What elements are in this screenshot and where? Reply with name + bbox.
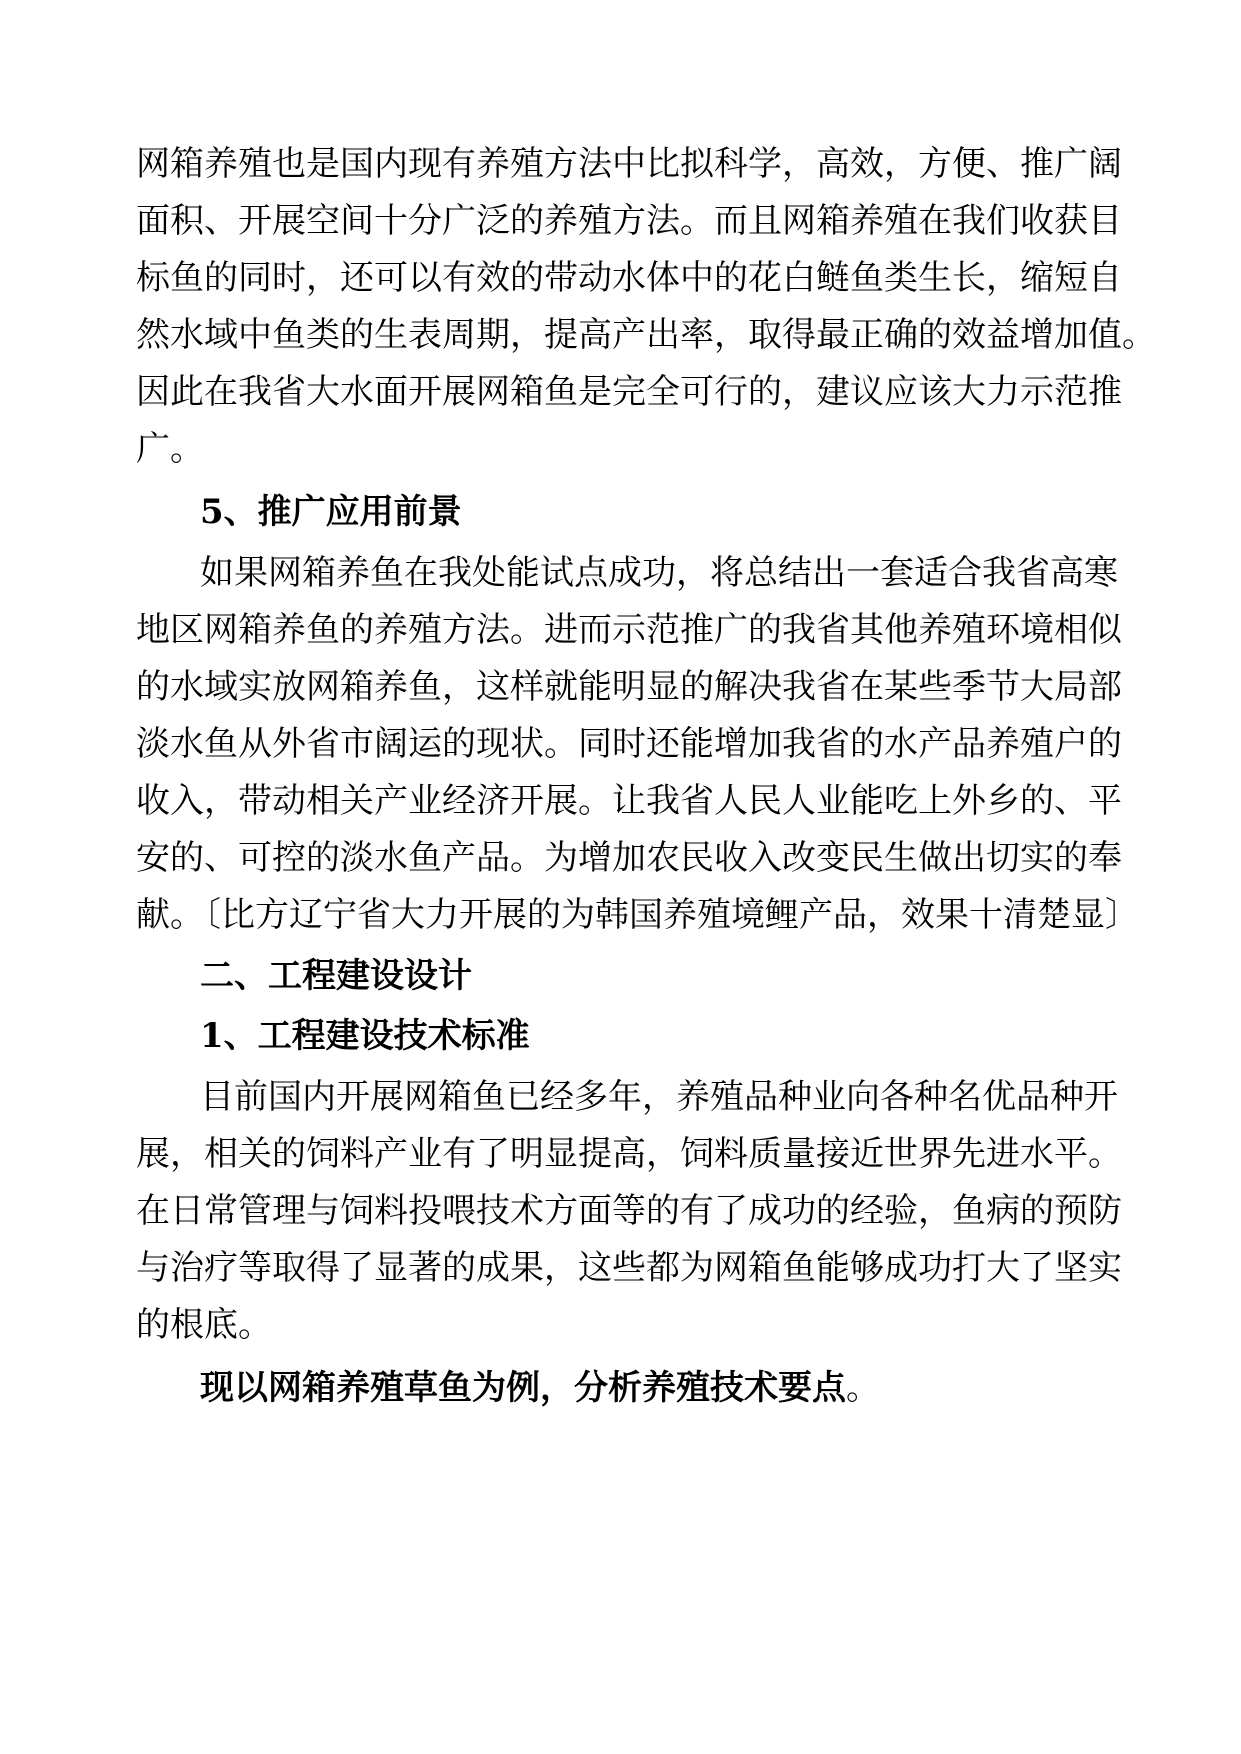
paragraph-line (0, 1065, 1241, 1129)
paragraph-text: 展，相关的饲料产业有了明显提高，饲料质量接近世界先进水平。 (136, 1134, 1122, 1174)
section-heading (0, 480, 1241, 544)
paragraph-line (0, 1236, 1241, 1300)
paragraph-line (0, 1179, 1241, 1243)
paragraph-text: 地区网箱养鱼的养殖方法。进而示范推广的我省其他养殖环境相似 (136, 610, 1122, 650)
paragraph-line (0, 883, 1241, 947)
paragraph-text: 淡水鱼从外省市阔运的现状。同时还能增加我省的水产品养殖户的 (136, 724, 1122, 764)
heading-text: 二、工程建设设计 (200, 956, 472, 996)
paragraph-line (0, 769, 1241, 833)
paragraph-text: 网箱养殖也是国内现有养殖方法中比拟科学，高效，方便、推广阔 (136, 144, 1122, 184)
paragraph-text: 在日常管理与饲料投喂技术方面等的有了成功的经验，鱼病的预防 (136, 1191, 1122, 1231)
paragraph-text: 与治疗等取得了显著的成果，这些都为网箱鱼能够成功打大了坚实 (136, 1248, 1122, 1288)
section-heading (0, 944, 1241, 1008)
heading-text: 5、推广应用前景 (200, 492, 462, 532)
paragraph-text: 如果网箱养鱼在我处能试点成功，将总结出一套适合我省高寒 (200, 553, 1118, 593)
paragraph-text: 安的、可控的淡水鱼产品。为增加农民收入改变民生做出切实的奉 (136, 838, 1122, 878)
paragraph-text: 献。〔比方辽宁省大力开展的为韩国养殖境鲤产品，效果十清楚显〕 (136, 895, 1139, 935)
subsection-heading (0, 1004, 1241, 1068)
paragraph-line (0, 303, 1241, 367)
paragraph-line (0, 189, 1241, 253)
paragraph-line (0, 132, 1241, 196)
paragraph-line (0, 1122, 1241, 1186)
closing-period: 。 (846, 1368, 880, 1408)
paragraph-text: 因此在我省大水面开展网箱鱼是完全可行的，建议应该大力示范推 (136, 372, 1122, 412)
paragraph-line (0, 712, 1241, 776)
paragraph-text: 的水域实放网箱养鱼，这样就能明显的解决我省在某些季节大局部 (136, 667, 1122, 707)
paragraph-line (0, 1293, 1241, 1357)
paragraph-text: 标鱼的同时，还可以有效的带动水体中的花白鲢鱼类生长，缩短自 (136, 258, 1122, 298)
paragraph-text: 面积、开展空间十分广泛的养殖方法。而且网箱养殖在我们收获目 (136, 201, 1122, 241)
paragraph-text: 然水域中鱼类的生表周期，提高产出率，取得最正确的效益增加值。 (136, 315, 1156, 355)
closing-line (0, 1356, 1241, 1420)
paragraph-line (0, 655, 1241, 719)
closing-bold-text: 现以网箱养殖草鱼为例，分析养殖技术要点 (200, 1368, 846, 1408)
paragraph-line (0, 417, 1241, 481)
paragraph-text: 的根底。 (136, 1305, 272, 1345)
paragraph-text: 广。 (136, 429, 204, 469)
paragraph-line (0, 598, 1241, 662)
paragraph-text: 收入，带动相关产业经济开展。让我省人民人业能吃上外乡的、平 (136, 781, 1122, 821)
paragraph-line (0, 246, 1241, 310)
heading-text: 1、工程建设技术标准 (200, 1016, 530, 1056)
paragraph-text: 目前国内开展网箱鱼已经多年，养殖品种业向各种名优品种开 (200, 1077, 1118, 1117)
paragraph-line (0, 360, 1241, 424)
paragraph-line (0, 826, 1241, 890)
paragraph-line (0, 541, 1241, 605)
